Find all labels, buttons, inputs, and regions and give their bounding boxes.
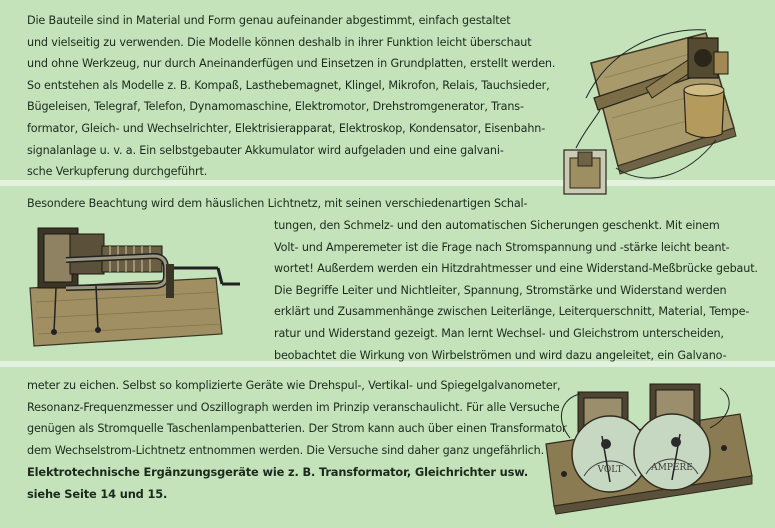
text-line: Besondere Beachtung wird dem häuslichen Lichtnetz, mit seinen verschiedenartigen Schal- <box>27 197 528 210</box>
text-line: und vielseitig zu verwenden. Die Modelle können deshalb in ihrer Funktion leicht überschaut <box>27 35 532 49</box>
text-line: Volt- und Amperemeter ist die Frage nach Stromspannung und -stärke leicht beant- <box>274 240 730 254</box>
volt-ampere-meter-illustration <box>540 378 758 516</box>
paragraph-galvanometer <box>27 375 566 461</box>
text-line: dem Wechselstrom-Lichtnetz entnommen werden. Die Versuche sind daher ganz ungefährlich. <box>27 443 545 457</box>
text-line: Die Bauteile sind in Material und Form genau aufeinander abgestimmt, einfach gestaltet <box>27 14 511 27</box>
text-line: beobachtet die Wirkung von Wirbelströmen und wird dazu angeleitet, ein Galvano- <box>274 348 727 362</box>
text-line: Die Begriffe Leiter und Nichtleiter, Spannung, Stromstärke und Widerstand werden <box>274 283 727 297</box>
text-line: formator, Gleich- und Wechselrichter, Elektrisierapparat, Elektroskop, Kondensator, Eisenbahn- <box>27 121 546 135</box>
text-line: genügen als Stromquelle Taschenlampenbatterien. Der Strom kann auch über einen Transformator <box>27 422 567 436</box>
text-line: sche Verkupferung durchgeführt. <box>27 165 208 179</box>
paragraph-intro <box>27 10 555 183</box>
text-line: signalanlage u. v. a. Ein selbstgebauter Akkumulator wird aufgeladen und eine galvani- <box>27 143 504 157</box>
text-line: ratur und Widerstand gezeigt. Man lernt Wechsel- und Gleichstrom unterscheiden, <box>274 326 724 340</box>
text-line: So entstehen als Modelle z. B. Kompaß, Lasthebemagnet, Klingel, Mikrofon, Relais, Tauchsieder, <box>27 78 550 92</box>
text-line: erklärt und Zusammenhänge zwischen Leiterlänge, Leiterquerschnitt, Material, Tempe- <box>274 305 750 319</box>
supplementary-devices-note <box>27 462 528 505</box>
text-line: meter zu eichen. Selbst so komplizierte Geräte wie Drehspul-, Vertikal- und Spiegelgalvanometer, <box>27 379 561 392</box>
text-line: und ohne Werkzeug, nur durch Aneinanderfügen und Einsetzen in Grundplatten, erstellt werden. <box>27 57 556 71</box>
volt-label: VOLT <box>597 465 623 475</box>
text-line: siehe Seite 14 und 15. <box>27 486 168 501</box>
text-line: wortet! Außerdem werden ein Hitzdrahtmesser und eine Widerstand-Meßbrücke gebaut. <box>274 262 758 276</box>
paragraph-lichtnetz-body <box>274 215 758 366</box>
text-line: Resonanz-Frequenzmesser und Oszillograph werden im Prinzip veranschaulicht. Für alle Versuche <box>27 400 560 414</box>
ampere-label: AMPERE <box>651 463 693 473</box>
text-line: tungen, den Schmelz- und den automatischen Sicherungen geschenkt. Mit einem <box>274 219 720 232</box>
induction-coil-illustration <box>26 224 246 348</box>
text-line: Elektrotechnische Ergänzungsgeräte wie z. B. Transformator, Gleichrichter usw. <box>27 465 529 479</box>
text-line: Bügeleisen, Telegraf, Telefon, Dynamomaschine, Elektromotor, Drehstromgenerator, Trans- <box>27 100 524 114</box>
telegraph-model-illustration <box>556 18 768 210</box>
paragraph-lichtnetz-intro <box>27 193 527 215</box>
